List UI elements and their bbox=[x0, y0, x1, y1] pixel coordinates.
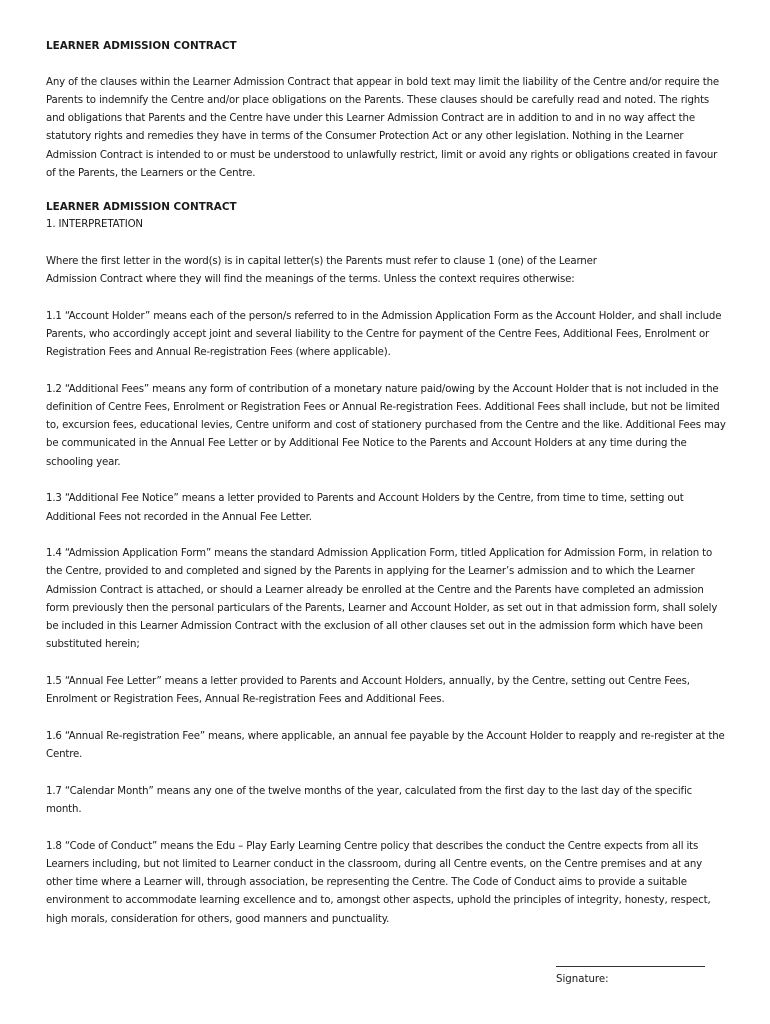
contract-title-repeat: LEARNER ADMISSION CONTRACT bbox=[46, 200, 237, 213]
contract-page bbox=[46, 37, 726, 929]
clause-1-1: 1.1 “Account Holder” means each of the person/s referred to in the Admission Application Form as the Account Holder, and shall include Parents, who accordingly accept joint and several liability to the Centre for payment of the Centre Fees, Additional Fees, Enrolment or Registration Fees and Annual Re-registration Fees (where applicable). bbox=[46, 310, 722, 359]
clause-1-2: 1.2 “Additional Fees” means any form of contribution of a monetary nature paid/owing by the Account Holder that is not included in the definition of Centre Fees, Enrolment or Registration Fees or Annual Re-registration Fees. Additional Fees shall include, but not be limited to, excursion fees, educational levies, Centre uniform and cost of stationery purchased from the Centre and the like. Additional Fees may be communicated in the Annual Fee Letter or by Additional Fee Notice to the Parents and Account Holders at any time during the schooling year. bbox=[46, 383, 726, 468]
interpretation-intro: Where the first letter in the word(s) is in capital letter(s) the Parents must refer to clause 1 (one) of the Learner Admission Contract where they will find the meanings of the terms. Unless the context requires otherwise: bbox=[46, 255, 597, 286]
contract-title: LEARNER ADMISSION CONTRACT bbox=[46, 40, 237, 52]
clause-1-3: 1.3 “Additional Fee Notice” means a letter provided to Parents and Account Holders by the Centre, from time to time, setting out Additional Fees not recorded in the Annual Fee Letter. bbox=[46, 493, 684, 523]
section-heading: 1. INTERPRETATION bbox=[46, 219, 143, 231]
signature-block bbox=[556, 966, 706, 987]
intro-paragraph: Any of the clauses within the Learner Admission Contract that appear in bold text may limit the liability of the Centre and/or require the Parents to indemnify the Centre and/or place obligations on the Parents. These clauses should be carefully read and noted. The rights and obligations that Parents and the Centre have under this Learner Admission Contract are in addition to and in no way affect the statutory rights and remedies they have in terms of the Consumer Protection Act or any other legislation. Nothing in the Learner Admission Contract is intended to or must be understood to unlawfully restrict, limit or avoid any rights or obligations created in favour of the Parents, the Learners or the Centre. bbox=[46, 76, 720, 179]
signature-line bbox=[556, 966, 705, 967]
clause-1-5: 1.5 “Annual Fee Letter” means a letter provided to Parents and Account Holders, annually, by the Centre, setting out Centre Fees, Enrolment or Registration Fees, Annual Re-registration Fees and Additional Fees. bbox=[46, 675, 690, 706]
signature-label: Signature: bbox=[556, 974, 609, 985]
clause-1-4: 1.4 “Admission Application Form” means the standard Admission Application Form, titled Application for Admission Form, in relation to the Centre, provided to and completed and signed by the Parents in applying for the Learner’s admission and to which the Learner Admission Contract is attached, or should a Learner already be enrolled at the Centre and the Parents have completed an admission form previously then the personal particulars of the Parents, Learner and Account Holder, as set out in that admission form, shall solely be included in this Learner Admission Contract with the exclusion of all other clauses set out in the admission form which have been substituted herein; bbox=[46, 548, 718, 651]
clause-1-6: 1.6 “Annual Re-registration Fee” means, where applicable, an annual fee payable by the Account Holder to reapply and re-register at the Centre. bbox=[46, 730, 725, 761]
clause-1-8: 1.8 “Code of Conduct” means the Edu – Play Early Learning Centre policy that describes the conduct the Centre expects from all its Learners including, but not limited to Learner conduct in the classroom, during all Centre events, on the Centre premises and at any other time where a Learner will, through association, be representing the Centre. The Code of Conduct aims to provide a suitable environment to accommodate learning excellence and to, amongst other aspects, uphold the principles of integrity, honesty, respect, high morals, consideration for others, good manners and punctuality. bbox=[46, 840, 711, 925]
clause-1-7: 1.7 “Calendar Month” means any one of the twelve months of the year, calculated from the first day to the last day of the specific month. bbox=[46, 785, 693, 815]
